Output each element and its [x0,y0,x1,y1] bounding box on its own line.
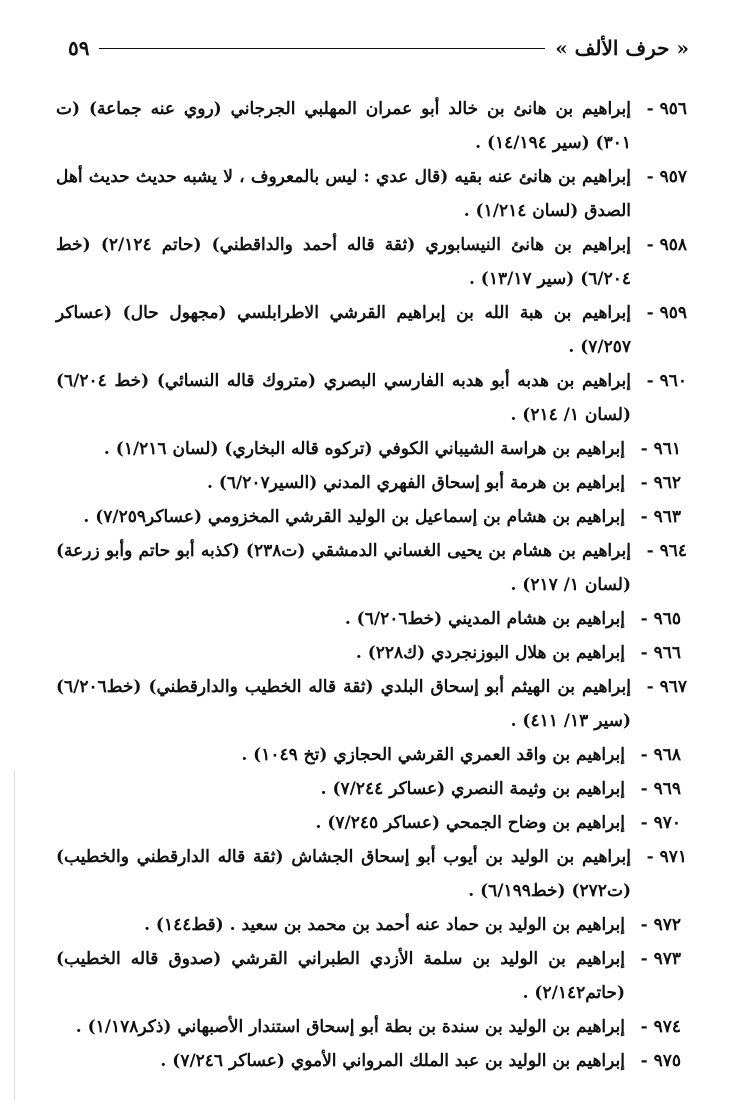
entry-974 [56,1010,687,1044]
entry-967 [56,670,687,738]
entry-text: إبراهيم بن هبة الله بن إبراهيم القرشي الاطرابلسي (مجهول حال) (عساكر ٧/٢٥٧) . [56,303,631,357]
page-header [68,30,689,66]
entry-number: ٩٦٩ - [640,779,681,799]
entry-number: ٩٥٦ - [646,99,687,119]
entry-text: إبراهيم بن هشام بن يحيى الغساني الدمشقي (ت٢٣٨) (كذبه أبو حاتم وأبو زرعة) (لسان ١/ ٢١٧) . [56,541,631,595]
entry-text: إبراهيم بن هانئ عنه بقيه (قال عدي : ليس بالمعروف ، لا يشبه حديث حديث أهل الصدق (لسان ١/٢١٤) . [56,167,631,221]
entry-number: ٩٧٢ - [640,915,681,935]
entry-text: إبراهيم بن هشام المديني (خط٦/٢٠٦) . [344,609,625,629]
entry-text: إبراهيم بن هلال البوزنجردي (ك٢٢٨) . [355,643,625,663]
entry-text: إبراهيم بن الوليد بن سندة بن بطة أبو إسحاق استندار الأصبهاني (ذكر١/١٧٨) . [75,1017,625,1037]
entry-text: إبراهيم بن هرمة أبو إسحاق الفهري المدني (السير٦/٢٠٧) . [206,473,625,493]
entry-961 [56,432,687,466]
entry-958 [56,228,687,296]
entry-973 [56,942,687,1010]
entry-970 [56,806,687,840]
entry-number: ٩٦٥ - [640,609,681,629]
entry-text: إبراهيم بن الوليد بن حماد عنه أحمد بن محمد بن سعيد . (قط١٤٤) . [144,915,625,935]
entry-text: إبراهيم بن وثيمة النصري (عساكر ٧/٢٤٤) . [320,779,625,799]
entry-962 [56,466,687,500]
entry-965 [56,602,687,636]
entry-number: ٩٧١ - [646,847,687,867]
entry-number: ٩٦٦ - [640,643,681,663]
entry-text: إبراهيم بن الوليد بن عبد الملك المرواني الأموي (عساكر ٧/٢٤٦) . [160,1051,625,1071]
entry-text: إبراهيم بن الهيثم أبو إسحاق البلدي (ثقة قاله الخطيب والدارقطني) (خط٦/٢٠٦) (سير ١٣/ ٤١١) . [56,677,631,731]
entry-text: إبراهيم بن واقد العمري القرشي الحجازي (تخ ١٠٤٩) . [241,745,625,765]
entry-number: ٩٦١ - [640,439,681,459]
entry-number: ٩٦٨ - [640,745,681,765]
entry-972 [56,908,687,942]
entry-number: ٩٧٠ - [640,813,681,833]
entry-960 [56,364,687,432]
entry-text: إبراهيم بن وضاح الجمحي (عساكر ٧/٢٤٥) . [315,813,625,833]
entry-text: إبراهيم بن هانئ بن خالد أبو عمران المهلبي الجرجاني (روي عنه جماعة) (ت ٣٠١) (سير ١٤/١٩٤) . [56,99,631,153]
entry-number: ٩٦٧ - [646,677,687,697]
entry-number: ٩٦٠ - [646,371,687,391]
entry-971 [56,840,687,908]
entry-text: إبراهيم بن الوليد بن أيوب أبو إسحاق الجشاش (ثقة قاله الدارقطني والخطيب) (ت٢٧٢) (خط٦/١٩٩) . [56,847,631,901]
entry-956 [56,92,687,160]
header-rule [99,48,545,49]
entry-number: ٩٧٣ - [640,949,681,969]
entry-968 [56,738,687,772]
entry-957 [56,160,687,228]
page-number: ٥٩ [68,36,90,60]
entry-975 [56,1044,687,1078]
chapter-title: « حرف الألف » [555,36,689,60]
scan-edge-line [14,770,15,1100]
entry-number: ٩٦٣ - [640,507,681,527]
entry-number: ٩٥٧ - [646,167,687,187]
entry-number: ٩٥٨ - [646,235,688,255]
entry-number: ٩٥٩ - [646,303,687,323]
entry-number: ٩٦٢ - [640,473,681,493]
entry-text: إبراهيم بن هانئ النيسابوري (ثقة قاله أحمد والداقطني) (حاتم ٢/١٢٤) (خط ٦/٢٠٤) (سير ١٣/١٧) . [56,235,632,289]
entry-966 [56,636,687,670]
entry-959 [56,296,687,364]
entry-964 [56,534,687,602]
entry-text: إبراهيم بن هشام بن إسماعيل بن الوليد القرشي المخزومي (عساكر٧/٢٥٩) . [83,507,625,527]
entry-list [56,92,687,1078]
entry-number: ٩٦٤ - [646,541,687,561]
entry-text: إبراهيم بن هدبه أبو هدبه الفارسي البصري (متروك قاله النسائي) (خط ٦/٢٠٤) (لسان ١/ ٢١٤) . [56,371,631,425]
entry-969 [56,772,687,806]
entry-text: إبراهيم بن الوليد بن سلمة الأزدي الطبراني القرشي (صدوق قاله الخطيب) (حاتم٢/١٤٢) . [56,949,625,1003]
entry-number: ٩٧٥ - [640,1051,681,1071]
entry-963 [56,500,687,534]
entry-number: ٩٧٤ - [640,1017,681,1037]
entry-text: إبراهيم بن هراسة الشيباني الكوفي (تركوه قاله البخاري) (لسان ١/٢١٦) . [103,439,625,459]
